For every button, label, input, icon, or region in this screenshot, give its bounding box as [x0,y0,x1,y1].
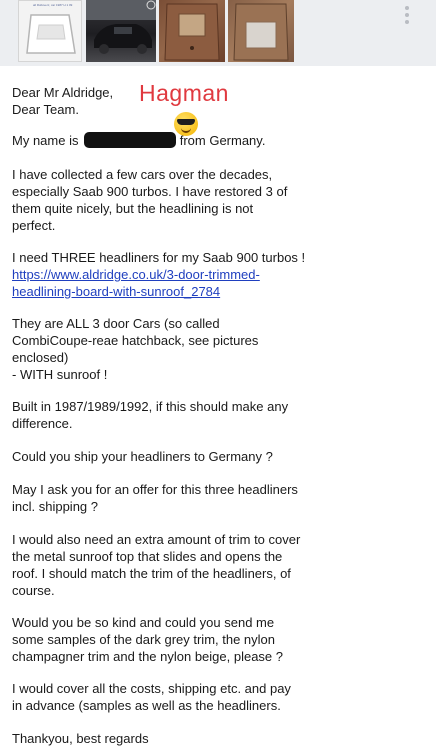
greeting [12,84,113,118]
attachment-thumbnail-strip [0,0,436,66]
text-line: perfect. [12,218,56,233]
paragraph [12,448,312,465]
text-line: Thankyou, best regards [12,731,149,746]
paragraph [12,531,312,599]
greeting-line: Dear Team. [12,102,79,117]
paragraph [12,680,312,714]
thumb-caption: all Rolloverz, car 1987 H 1 09 [33,3,73,7]
paragraph [12,730,312,747]
redaction-bar [84,132,176,148]
text-line: especially Saab 900 turbos. I have restored 3 of [12,184,288,199]
text-line: them quite nicely, but the headlining is not [12,201,254,216]
attachment-thumbnail[interactable] [18,0,82,62]
text-line: enclosed) [12,350,69,365]
text-line: May I ask you for an offer for this three headliners [12,482,298,497]
intro-after: from Germany. [179,133,266,148]
car-image [86,0,156,62]
paragraph [12,398,312,432]
intro-before: My name is [12,133,79,148]
text-line: CombiCoupe-reae hatchback, see pictures [12,333,259,348]
paragraph [12,614,312,665]
text-line: Would you be so kind and could you send me [12,615,275,630]
headliner-sunroof-image [228,0,294,62]
greeting-line: Dear Mr Aldridge, [12,85,114,100]
paragraph [12,166,312,234]
text-line: incl. shipping ? [12,499,98,514]
text-line: Built in 1987/1989/1992, if this should make any [12,399,289,414]
attachment-thumbnail[interactable] [228,0,294,62]
text-line: roof. I should match the trim of the headliners, of [12,566,291,581]
paragraph [12,315,312,383]
attachment-thumbnail[interactable] [159,0,225,62]
headliner-board-image [19,1,82,62]
text-line: They are ALL 3 door Cars (so called [12,316,220,331]
link-line[interactable]: headlining-board-with-sunroof_2784 [12,284,221,299]
intro-line [12,132,265,149]
text-line: - WITH sunroof ! [12,367,108,382]
text-line: course. [12,583,55,598]
paragraph [12,249,312,300]
signature-overlay: Hagman [139,80,229,106]
text-line: the metal sunroof top that slides and opens the [12,549,283,564]
text-line: Could you ship your headliners to Germany ? [12,449,273,464]
text-line: I would cover all the costs, shipping etc. and pay [12,681,291,696]
worn-headliner-image [159,0,225,62]
text-line: champagner trim and the nylon beige, please ? [12,649,284,664]
paragraph [12,481,312,515]
text-line: I have collected a few cars over the decades, [12,167,273,182]
text-line: I would also need an extra amount of trim to cover [12,532,301,547]
text-line: some samples of the dark grey trim, the nylon [12,632,276,647]
attachment-thumbnail[interactable] [86,0,156,62]
product-link[interactable] [12,266,312,300]
text-line: in advance (samples as well as the headliners. [12,698,281,713]
text-line: I need THREE headliners for my Saab 900 turbos ! [12,250,306,265]
link-line[interactable]: https://www.aldridge.co.uk/3-door-trimmed- [12,267,260,282]
more-options-icon[interactable] [404,6,410,26]
text-line: difference. [12,416,73,431]
